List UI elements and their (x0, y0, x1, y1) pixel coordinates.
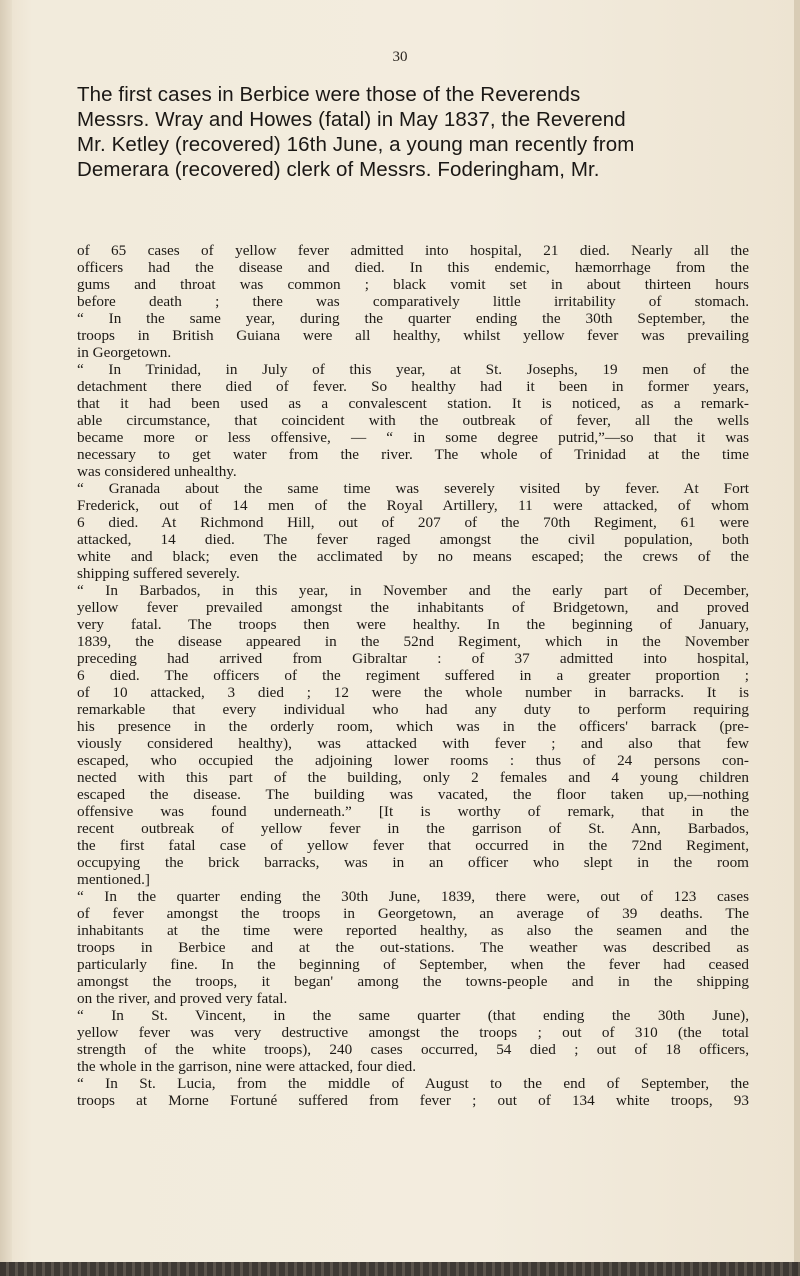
text-line: gums and throat was common ; black vomit set in about thirteen hours (77, 276, 749, 293)
text-line: that it had been used as a convalescent station. It is noticed, as a remark- (77, 395, 749, 412)
text-line: shipping suffered severely. (77, 565, 240, 582)
bottom-edge-shadow (0, 1262, 800, 1276)
text-line: “ In St. Lucia, from the middle of August to the end of September, the (77, 1075, 749, 1092)
text-line: of fever amongst the troops in Georgetown, an average of 39 deaths. The (77, 905, 749, 922)
page-number: 30 (392, 49, 408, 65)
text-line: in Georgetown. (77, 344, 172, 361)
text-line: “ In Trinidad, in July of this year, at St. Josephs, 19 men of the (77, 361, 749, 378)
text-line: very fatal. The troops then were healthy. In the beginning of January, (77, 616, 749, 633)
lead-paragraph (77, 82, 749, 182)
text-line: “ Granada about the same time was severely visited by fever. At Fort (77, 480, 749, 497)
text-line: recent outbreak of yellow fever in the garrison of St. Ann, Barbados, (77, 820, 749, 837)
text-line: troops in Berbice and at the out-stations. The weather was described as (77, 939, 749, 956)
text-line: “ In the same year, during the quarter ending the 30th September, the (77, 310, 749, 327)
text-line: “ In the quarter ending the 30th June, 1839, there were, out of 123 cases (77, 888, 749, 905)
text-line: amongst the troops, it began' among the towns-people and in the shipping (77, 973, 749, 990)
text-line: escaped the disease. The building was vacated, the floor taken up,—nothing (77, 786, 749, 803)
text-line: viously considered healthy), was attacked with fever ; and also that few (77, 735, 749, 752)
text-line: 1839, the disease appeared in the 52nd Regiment, which in the November (77, 633, 749, 650)
text-line: yellow fever prevailed amongst the inhabitants of Bridgetown, and proved (77, 599, 749, 616)
text-line: attacked, 14 died. The fever raged amongst the civil population, both (77, 531, 749, 548)
text-line: nected with this part of the building, only 2 females and 4 young children (77, 769, 749, 786)
text-line: of 65 cases of yellow fever admitted into hospital, 21 died. Nearly all the (77, 242, 749, 259)
text-line: the whole in the garrison, nine were attacked, four died. (77, 1058, 417, 1075)
text-line: troops at Morne Fortuné suffered from fever ; out of 134 white troops, 93 (77, 1092, 749, 1109)
text-line: before death ; there was comparatively little irritability of stomach. (77, 293, 749, 310)
text-line: remarkable that every individual who had any duty to perform requiring (77, 701, 749, 718)
lead-line: The first cases in Berbice were those of the Reverends (77, 83, 581, 106)
text-line: 6 died. At Richmond Hill, out of 207 of the 70th Regiment, 61 were (77, 514, 749, 531)
page-binding-shadow (0, 0, 12, 1276)
text-line: yellow fever was very destructive amongst the troops ; out of 310 (the total (77, 1024, 749, 1041)
text-line: Frederick, out of 14 men of the Royal Artillery, 11 were attacked, of whom (77, 497, 749, 514)
text-line: “ In Barbados, in this year, in November and the early part of December, (77, 582, 749, 599)
text-line: mentioned.] (77, 871, 150, 888)
text-line: detachment there died of fever. So healthy had it been in former years, (77, 378, 749, 395)
text-line: inhabitants at the time were reported healthy, as also the seamen and the (77, 922, 749, 939)
text-line: occupying the brick barracks, was in an officer who slept in the room (77, 854, 749, 871)
text-line: preceding had arrived from Gibraltar : of 37 admitted into hospital, (77, 650, 749, 667)
text-line: necessary to get water from the river. The whole of Trinidad at the time (77, 446, 749, 463)
text-line: the first fatal case of yellow fever that occurred in the 72nd Regiment, (77, 837, 749, 854)
lead-line: Mr. Ketley (recovered) 16th June, a young man recently from (77, 133, 635, 156)
text-line: became more or less offensive, — “ in some degree putrid,”—so that it was (77, 429, 749, 446)
text-line: on the river, and proved very fatal. (77, 990, 288, 1007)
lead-line: Demerara (recovered) clerk of Messrs. Foderingham, Mr. (77, 158, 600, 181)
text-line: escaped, who occupied the adjoining lower rooms : thus of 24 persons con- (77, 752, 749, 769)
lead-line: Messrs. Wray and Howes (fatal) in May 1837, the Reverend (77, 108, 626, 131)
text-line: strength of the white troops), 240 cases occurred, 54 died ; out of 18 officers, (77, 1041, 749, 1058)
text-line: particularly fine. In the beginning of September, when the fever had ceased (77, 956, 749, 973)
text-line: “ In St. Vincent, in the same quarter (that ending the 30th June), (77, 1007, 749, 1024)
text-line: of 10 attacked, 3 died ; 12 were the whole number in barracks. It is (77, 684, 749, 701)
text-line: troops in British Guiana were all healthy, whilst yellow fever was prevailing (77, 327, 749, 344)
quoted-report-text (77, 242, 749, 1109)
text-line: white and black; even the acclimated by no means escaped; the crews of the (77, 548, 749, 565)
text-line: was considered unhealthy. (77, 463, 237, 480)
text-line: officers had the disease and died. In this endemic, hæmorrhage from the (77, 259, 749, 276)
text-line: 6 died. The officers of the regiment suffered in a greater proportion ; (77, 667, 749, 684)
text-line: his presence in the orderly room, which was in the officers' barrack (pre- (77, 718, 749, 735)
text-line: able circumstance, that coincident with the outbreak of fever, all the wells (77, 412, 749, 429)
page-edge (794, 0, 800, 1276)
text-line: offensive was found underneath.” [It is worthy of remark, that in the (77, 803, 749, 820)
